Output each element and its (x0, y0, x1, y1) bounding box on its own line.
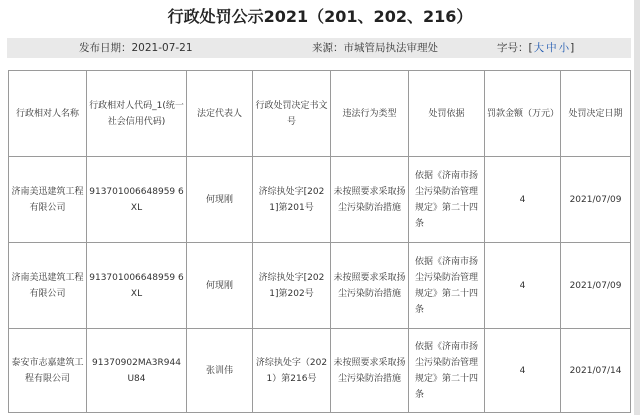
header-penalty-basis: 处罚依据 (409, 71, 485, 157)
penalty-table-container (8, 70, 630, 413)
penalty-table (8, 70, 631, 413)
cell-decision-date: 2021/07/09 (561, 157, 631, 243)
source-value: 市城管局执法审理处 (343, 42, 438, 54)
header-party-name: 行政相对人名称 (9, 71, 87, 157)
page-title: 行政处罚公示2021（201、202、216） (167, 7, 473, 26)
publish-date-value: 2021-07-21 (131, 42, 193, 54)
font-size-medium-link[interactable]: 中 (546, 42, 557, 54)
source (312, 38, 438, 58)
header-decision-number: 行政处罚决定书文号 (253, 71, 331, 157)
font-size-small-link[interactable]: 小 (558, 42, 570, 54)
cell-credit-code: 913701006648959 6XL (87, 157, 187, 243)
cell-decision-date: 2021/07/14 (561, 329, 631, 413)
cell-party-name: 泰安市志嘉建筑工程有限公司 (9, 329, 87, 413)
cell-party-name: 济南美迅建筑工程有限公司 (9, 157, 87, 243)
cell-fine-amount: 4 (485, 157, 561, 243)
cell-legal-rep: 何现刚 (187, 157, 253, 243)
font-size-close-bracket: ] (570, 42, 575, 54)
cell-decision-number: 济综执处字[2021]第201号 (253, 157, 331, 243)
cell-violation-type: 未按照要求采取扬尘污染防治措施 (331, 243, 409, 329)
font-size-label: 字号： (497, 42, 529, 54)
table-header-row (9, 71, 631, 157)
cell-credit-code: 91370902MA3R944U84 (87, 329, 187, 413)
header-violation-type: 违法行为类型 (331, 71, 409, 157)
cell-penalty-basis: 依据《济南市扬尘污染防治管理规定》第二十四条 (409, 329, 485, 413)
cell-legal-rep: 张训伟 (187, 329, 253, 413)
cell-legal-rep: 何现刚 (187, 243, 253, 329)
cell-credit-code: 913701006648959 6XL (87, 243, 187, 329)
table-row (9, 243, 631, 329)
cell-decision-number: 济综执处字（2021）第216号 (253, 329, 331, 413)
cell-violation-type: 未按照要求采取扬尘污染防治措施 (331, 157, 409, 243)
table-row (9, 329, 631, 413)
cell-penalty-basis: 依据《济南市扬尘污染防治管理规定》第二十四条 (409, 157, 485, 243)
cell-fine-amount: 4 (485, 243, 561, 329)
header-decision-date: 处罚决定日期 (561, 71, 631, 157)
right-edge-strip (634, 0, 640, 415)
table-row (9, 157, 631, 243)
publish-date (79, 38, 193, 58)
header-fine-amount: 罚款金额（万元） (485, 71, 561, 157)
cell-fine-amount: 4 (485, 329, 561, 413)
font-size-open-bracket: [ (528, 42, 533, 54)
article-info-bar (7, 38, 631, 58)
font-size-switcher (497, 38, 574, 58)
cell-penalty-basis: 依据《济南市扬尘污染防治管理规定》第二十四条 (409, 243, 485, 329)
font-size-large-link[interactable]: 大 (533, 42, 545, 54)
header-credit-code: 行政相对人代码_1(统一社会信用代码) (87, 71, 187, 157)
cell-decision-number: 济综执处字[2021]第202号 (253, 243, 331, 329)
cell-decision-date: 2021/07/09 (561, 243, 631, 329)
cell-party-name: 济南美迅建筑工程有限公司 (9, 243, 87, 329)
header-legal-rep: 法定代表人 (187, 71, 253, 157)
source-label: 来源： (312, 42, 344, 54)
publish-date-label: 发布日期： (79, 42, 132, 54)
cell-violation-type: 未按照要求采取扬尘污染防治措施 (331, 329, 409, 413)
